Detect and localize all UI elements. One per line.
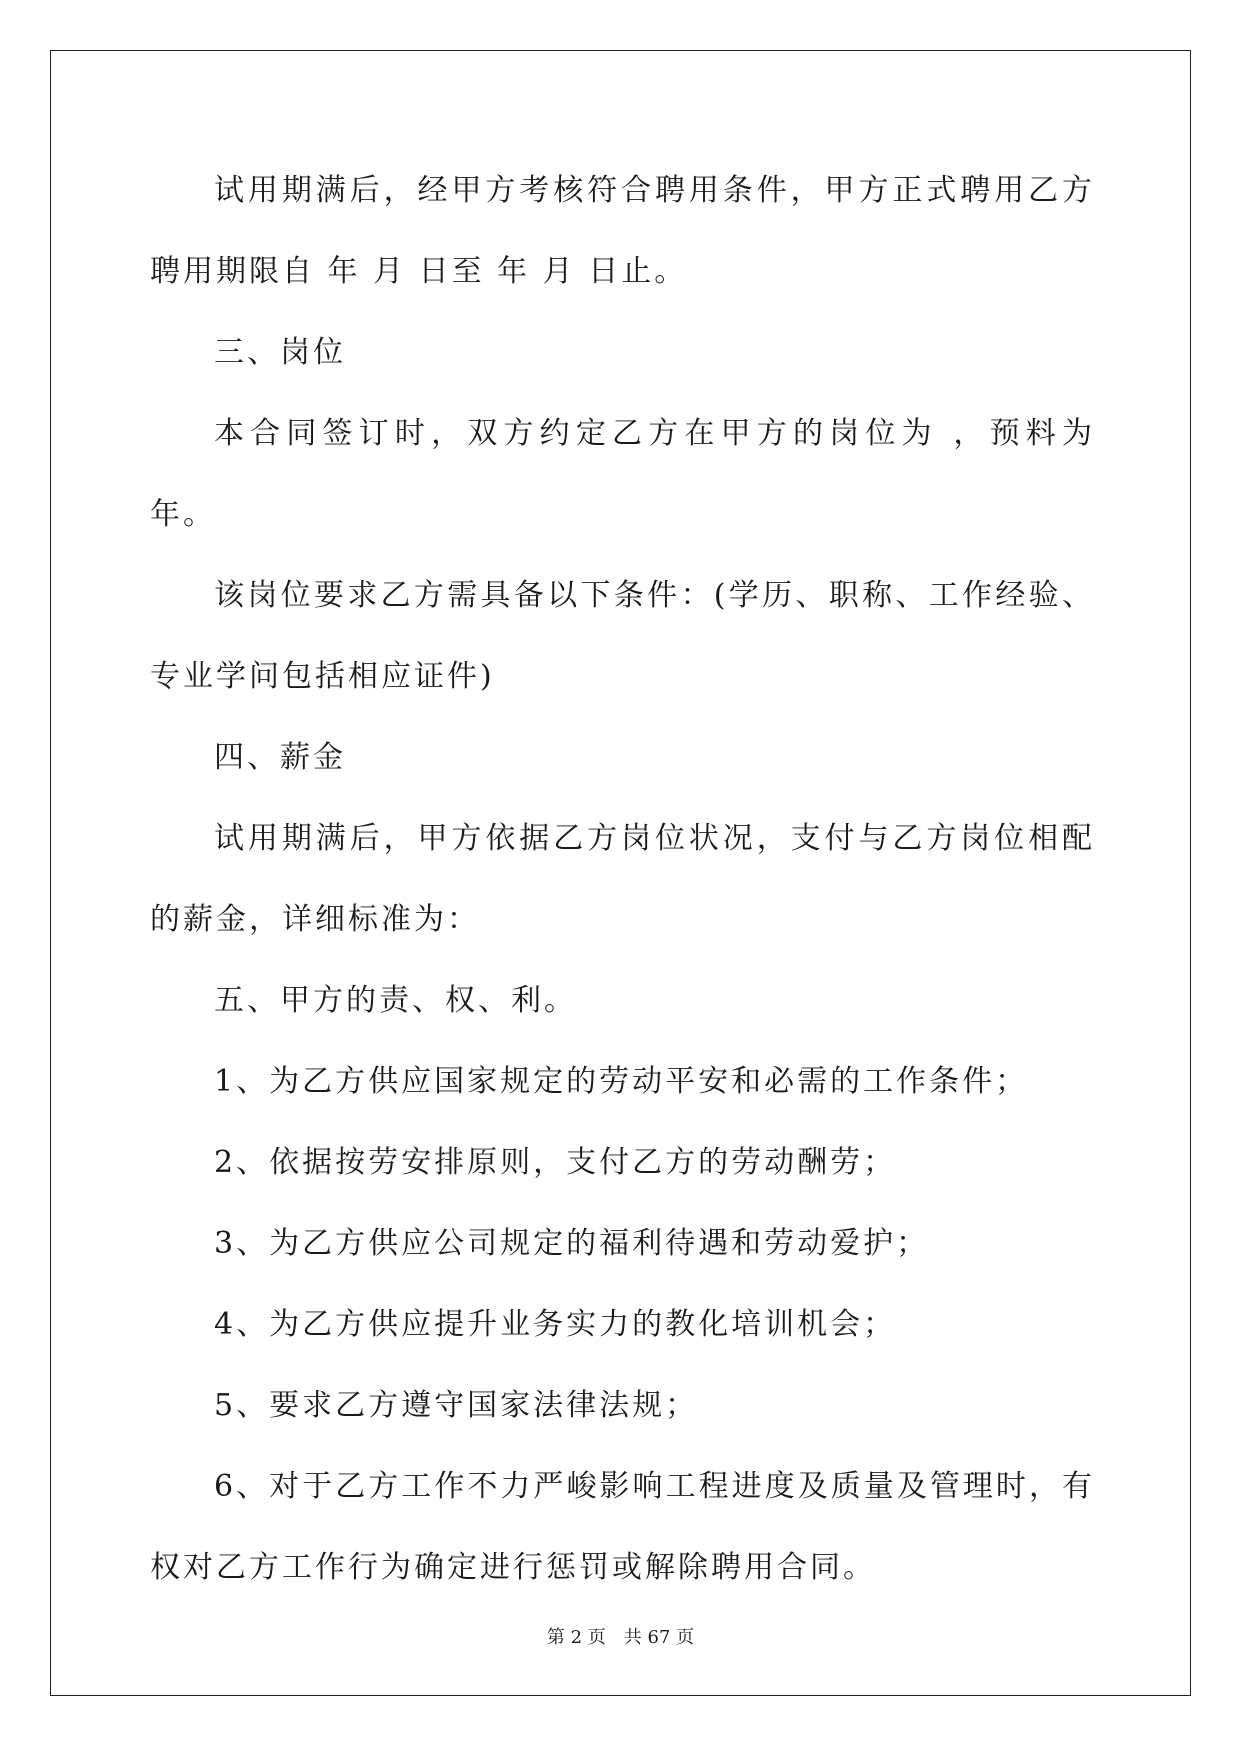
document-body — [150, 150, 1095, 1608]
paragraph-salary: 试用期满后，甲方依据乙方岗位状况，支付与乙方岗位相配的薪金，详细标准为： — [150, 821, 1095, 937]
list-item: 5、要求乙方遵守国家法律法规； — [214, 1388, 699, 1423]
page-total: 共 67 页 — [623, 1627, 695, 1648]
section-heading-party-a: 五、甲方的责、权、利。 — [214, 983, 577, 1018]
paragraph-position-agreement: 本合同签订时，双方约定乙方在甲方的岗位为 ，预料为 年。 — [150, 416, 1095, 532]
list-item: 2、依据按劳安排原则，支付乙方的劳动酬劳； — [214, 1145, 897, 1180]
section-heading-position: 三、岗位 — [214, 335, 346, 370]
list-item: 6、对于乙方工作不力严峻影响工程进度及质量及管理时，有权对乙方工作行为确定进行惩罚或解除聘用合同。 — [150, 1469, 1095, 1585]
section-heading-salary: 四、薪金 — [214, 740, 346, 775]
page-footer — [0, 1626, 1241, 1650]
list-item: 1、为乙方供应国家规定的劳动平安和必需的工作条件； — [214, 1064, 1029, 1099]
list-item: 4、为乙方供应提升业务实力的教化培训机会； — [214, 1307, 897, 1342]
page-number: 第 2 页 — [546, 1627, 606, 1648]
paragraph-probation-term: 试用期满后，经甲方考核符合聘用条件，甲方正式聘用乙方聘用期限自 年 月 日至 年 月 日止。 — [150, 173, 1095, 289]
list-item: 3、为乙方供应公司规定的福利待遇和劳动爱护； — [214, 1226, 930, 1261]
paragraph-position-requirements: 该岗位要求乙方需具备以下条件：(学历、职称、工作经验、专业学问包括相应证件) — [150, 578, 1095, 694]
